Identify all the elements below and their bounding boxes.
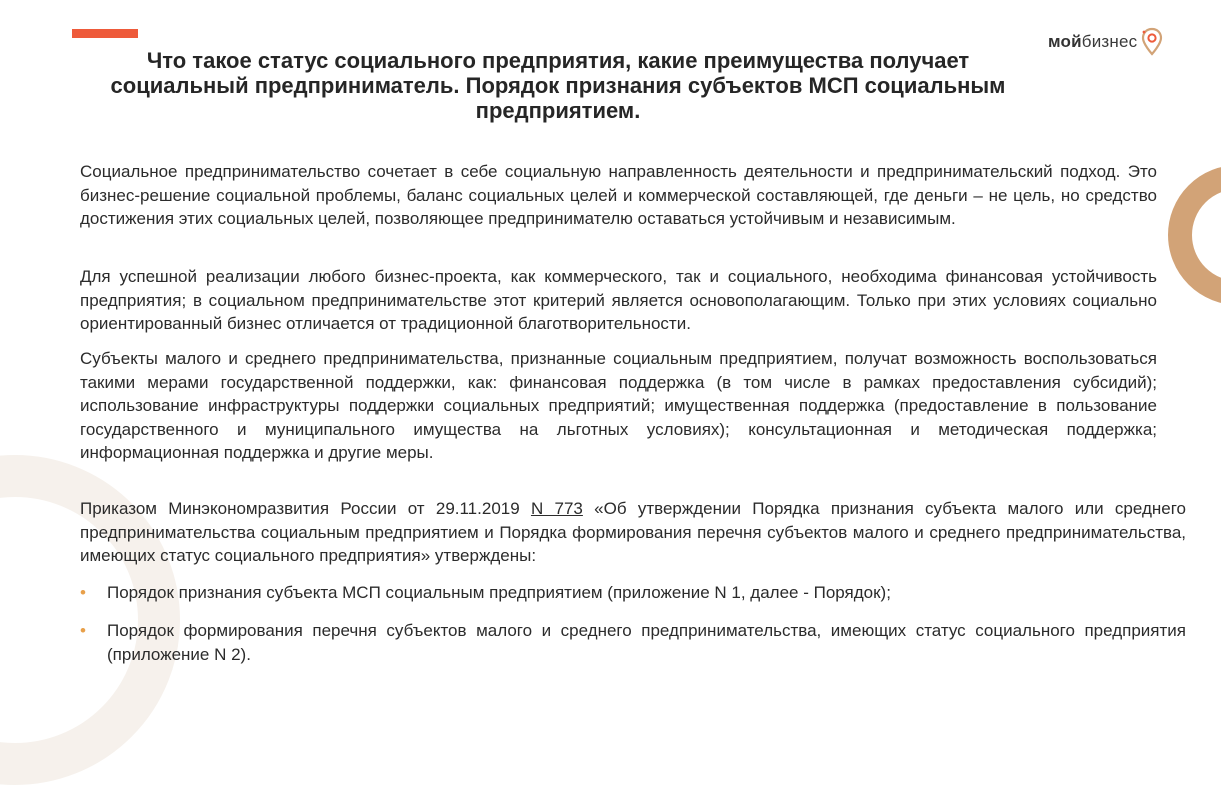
order-text-after: «Об утверждении Порядка признания субъекта малого или среднего предпринимательства социальным предприятием и Порядка формирования перечня субъектов малого и среднего предпринимательства, имеющих статус социального предприятия» утверждены: bbox=[80, 499, 1186, 565]
paragraph-social-entrepreneurship: Социальное предпринимательство сочетает в себе социальную направленность деятельности и предпринимательский подход. Это бизнес-решение социальной проблемы, баланс социальных целей и коммерческой составляющей, где деньги – не цель, но средство достижения этих социальных целей, позволяющее предпринимателю оставаться устойчивым и независимым. bbox=[80, 162, 1157, 228]
accent-bar bbox=[72, 29, 138, 38]
bullet-icon: • bbox=[80, 583, 86, 602]
list-item bbox=[80, 581, 1186, 605]
paragraph-financial-stability: Для успешной реализации любого бизнес-проекта, как коммерческого, так и социального, необходима финансовая устойчивость предприятия; в социальном предпринимательстве этот критерий является основополагающим. Только при этих условиях социально ориентированный бизнес отличается от традиционной благотворительности. bbox=[80, 267, 1157, 333]
logo-text: мойбизнес bbox=[1048, 32, 1138, 51]
bullet-icon: • bbox=[80, 621, 86, 640]
list-item-text: Порядок признания субъекта МСП социальным предприятием (приложение N 1, далее - Порядок); bbox=[107, 583, 891, 602]
map-pin-icon bbox=[1141, 27, 1163, 57]
decorative-ring bbox=[1168, 165, 1221, 305]
page-title: Что такое статус социального предприятия, какие преимущества получает социальный предприниматель. Порядок признания субъектов МСП социальным предприятием. bbox=[110, 48, 1006, 123]
list-item-text: Порядок формирования перечня субъектов малого и среднего предпринимательства, имеющих статус социального предприятия (приложение N 2). bbox=[107, 621, 1186, 664]
paragraph-support-measures: Субъекты малого и среднего предпринимательства, признанные социальным предприятием, получат возможность воспользоваться такими мерами государственной поддержки, как: финансовая поддержка (в том числе в рамках предоставления субсидий); использование инфраструктуры поддержки социальных предприятий; имущественная поддержка (предоставление в пользование государственного и муниципального имущества на льготных условиях); консультационная и методическая поддержка; информационная поддержка и другие меры. bbox=[80, 349, 1157, 462]
order-text-before: Приказом Минэкономразвития России от 29.11.2019 bbox=[80, 499, 531, 518]
brand-logo bbox=[1048, 26, 1163, 58]
paragraph-order bbox=[80, 497, 1186, 568]
order-number-link[interactable]: N 773 bbox=[530, 499, 583, 518]
list-item bbox=[80, 619, 1186, 666]
